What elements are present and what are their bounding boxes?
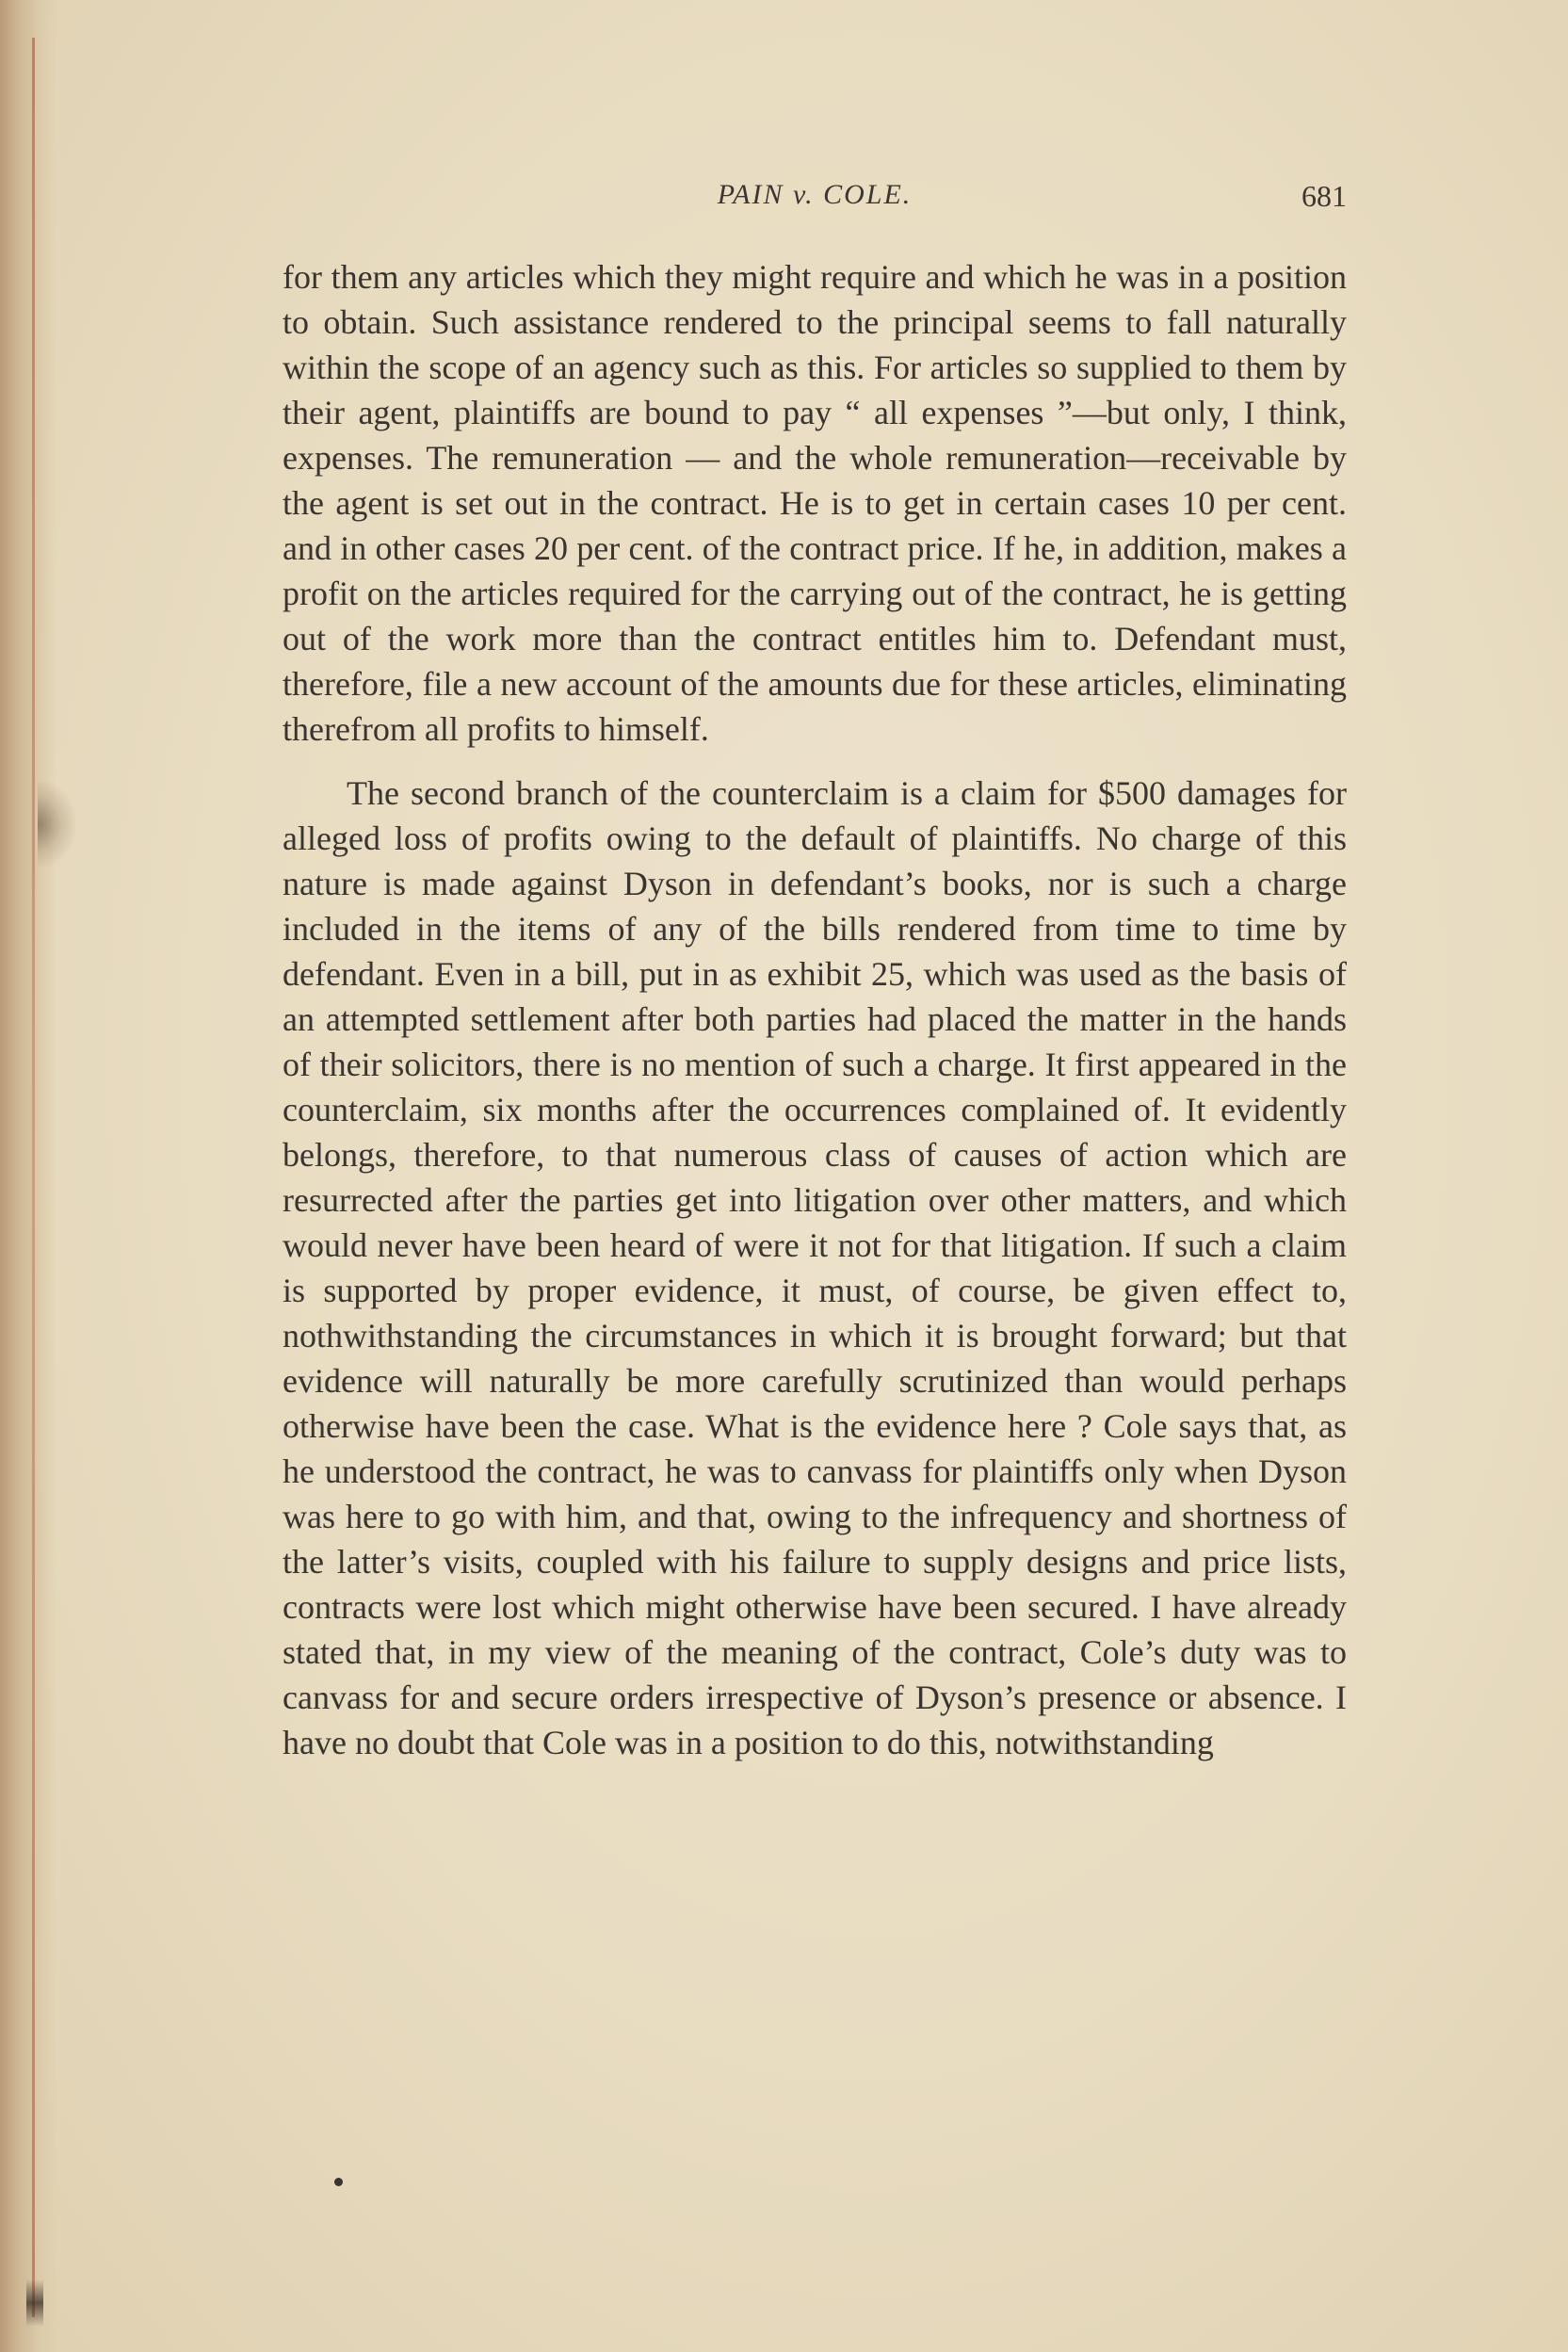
- body-text: [283, 254, 1347, 1765]
- ink-dot: [334, 2178, 343, 2186]
- page-edge-mark: [26, 2279, 43, 2327]
- paragraph-1: for them any articles which they might require and which he was in a position to obtain. Such assistance rendered to the principal seems to fall naturally within the scope of an agency such as this. For articles so supplied to them by their agent, plaintiffs are bound to pay “ all expenses ”—but only, I think, expenses. The remuneration — and the whole remuneration—receivable by the agent is set out in the contract. He is to get in certain cases 10 per cent. and in other cases 20 per cent. of the contract price. If he, in addition, makes a profit on the articles required for the carrying out of the contract, he is getting out of the work more than the contract entitles him to. Defendant must, therefore, file a new account of the amounts due for these articles, eliminating therefrom all profits to himself.: [283, 258, 1347, 748]
- paragraph-2: The second branch of the counterclaim is a claim for $500 damages for alleged loss of profits owing to the default of plaintiffs. No charge of this nature is made against Dyson in defendant’s books, nor is such a charge included in the items of any of the bills rendered from time to time by defendant. Even in a bill, put in as exhibit 25, which was used as the basis of an attempted settlement after both parties had placed the matter in the hands of their solicitors, there is no mention of such a charge. It first appeared in the counterclaim, six months after the occurrences complained of. It evidently belongs, therefore, to that numerous class of causes of action which are resurrected after the parties get into litigation over other matters, and which would never have been heard of were it not for that litigation. If such a claim is supported by proper evidence, it must, of course, be given effect to, nothwithstanding the circumstances in which it is brought forward; but that evidence will naturally be more carefully scrutinized than would perhaps otherwise have been the case. What is the evidence here ? Cole says that, as he understood the contract, he was to canvass for plaintiffs only when Dyson was here to go with him, and that, owing to the infrequency and shortness of the latter’s visits, coupled with his failure to supply designs and price lists, contracts were lost which might otherwise have been secured. I have already stated that, in my view of the meaning of the contract, Cole’s duty was to canvass for and secure orders irrespective of Dyson’s presence or absence. I have no doubt that Cole was in a position to do this, notwithstanding: [283, 774, 1347, 1761]
- spine-binding-line: [32, 38, 35, 2317]
- running-head-title: PAIN v. COLE.: [717, 179, 913, 210]
- binding-thread-mark: [38, 782, 75, 867]
- running-head: [283, 179, 1347, 217]
- book-spine-shadow: [0, 0, 57, 2352]
- page-number: 681: [1301, 179, 1347, 213]
